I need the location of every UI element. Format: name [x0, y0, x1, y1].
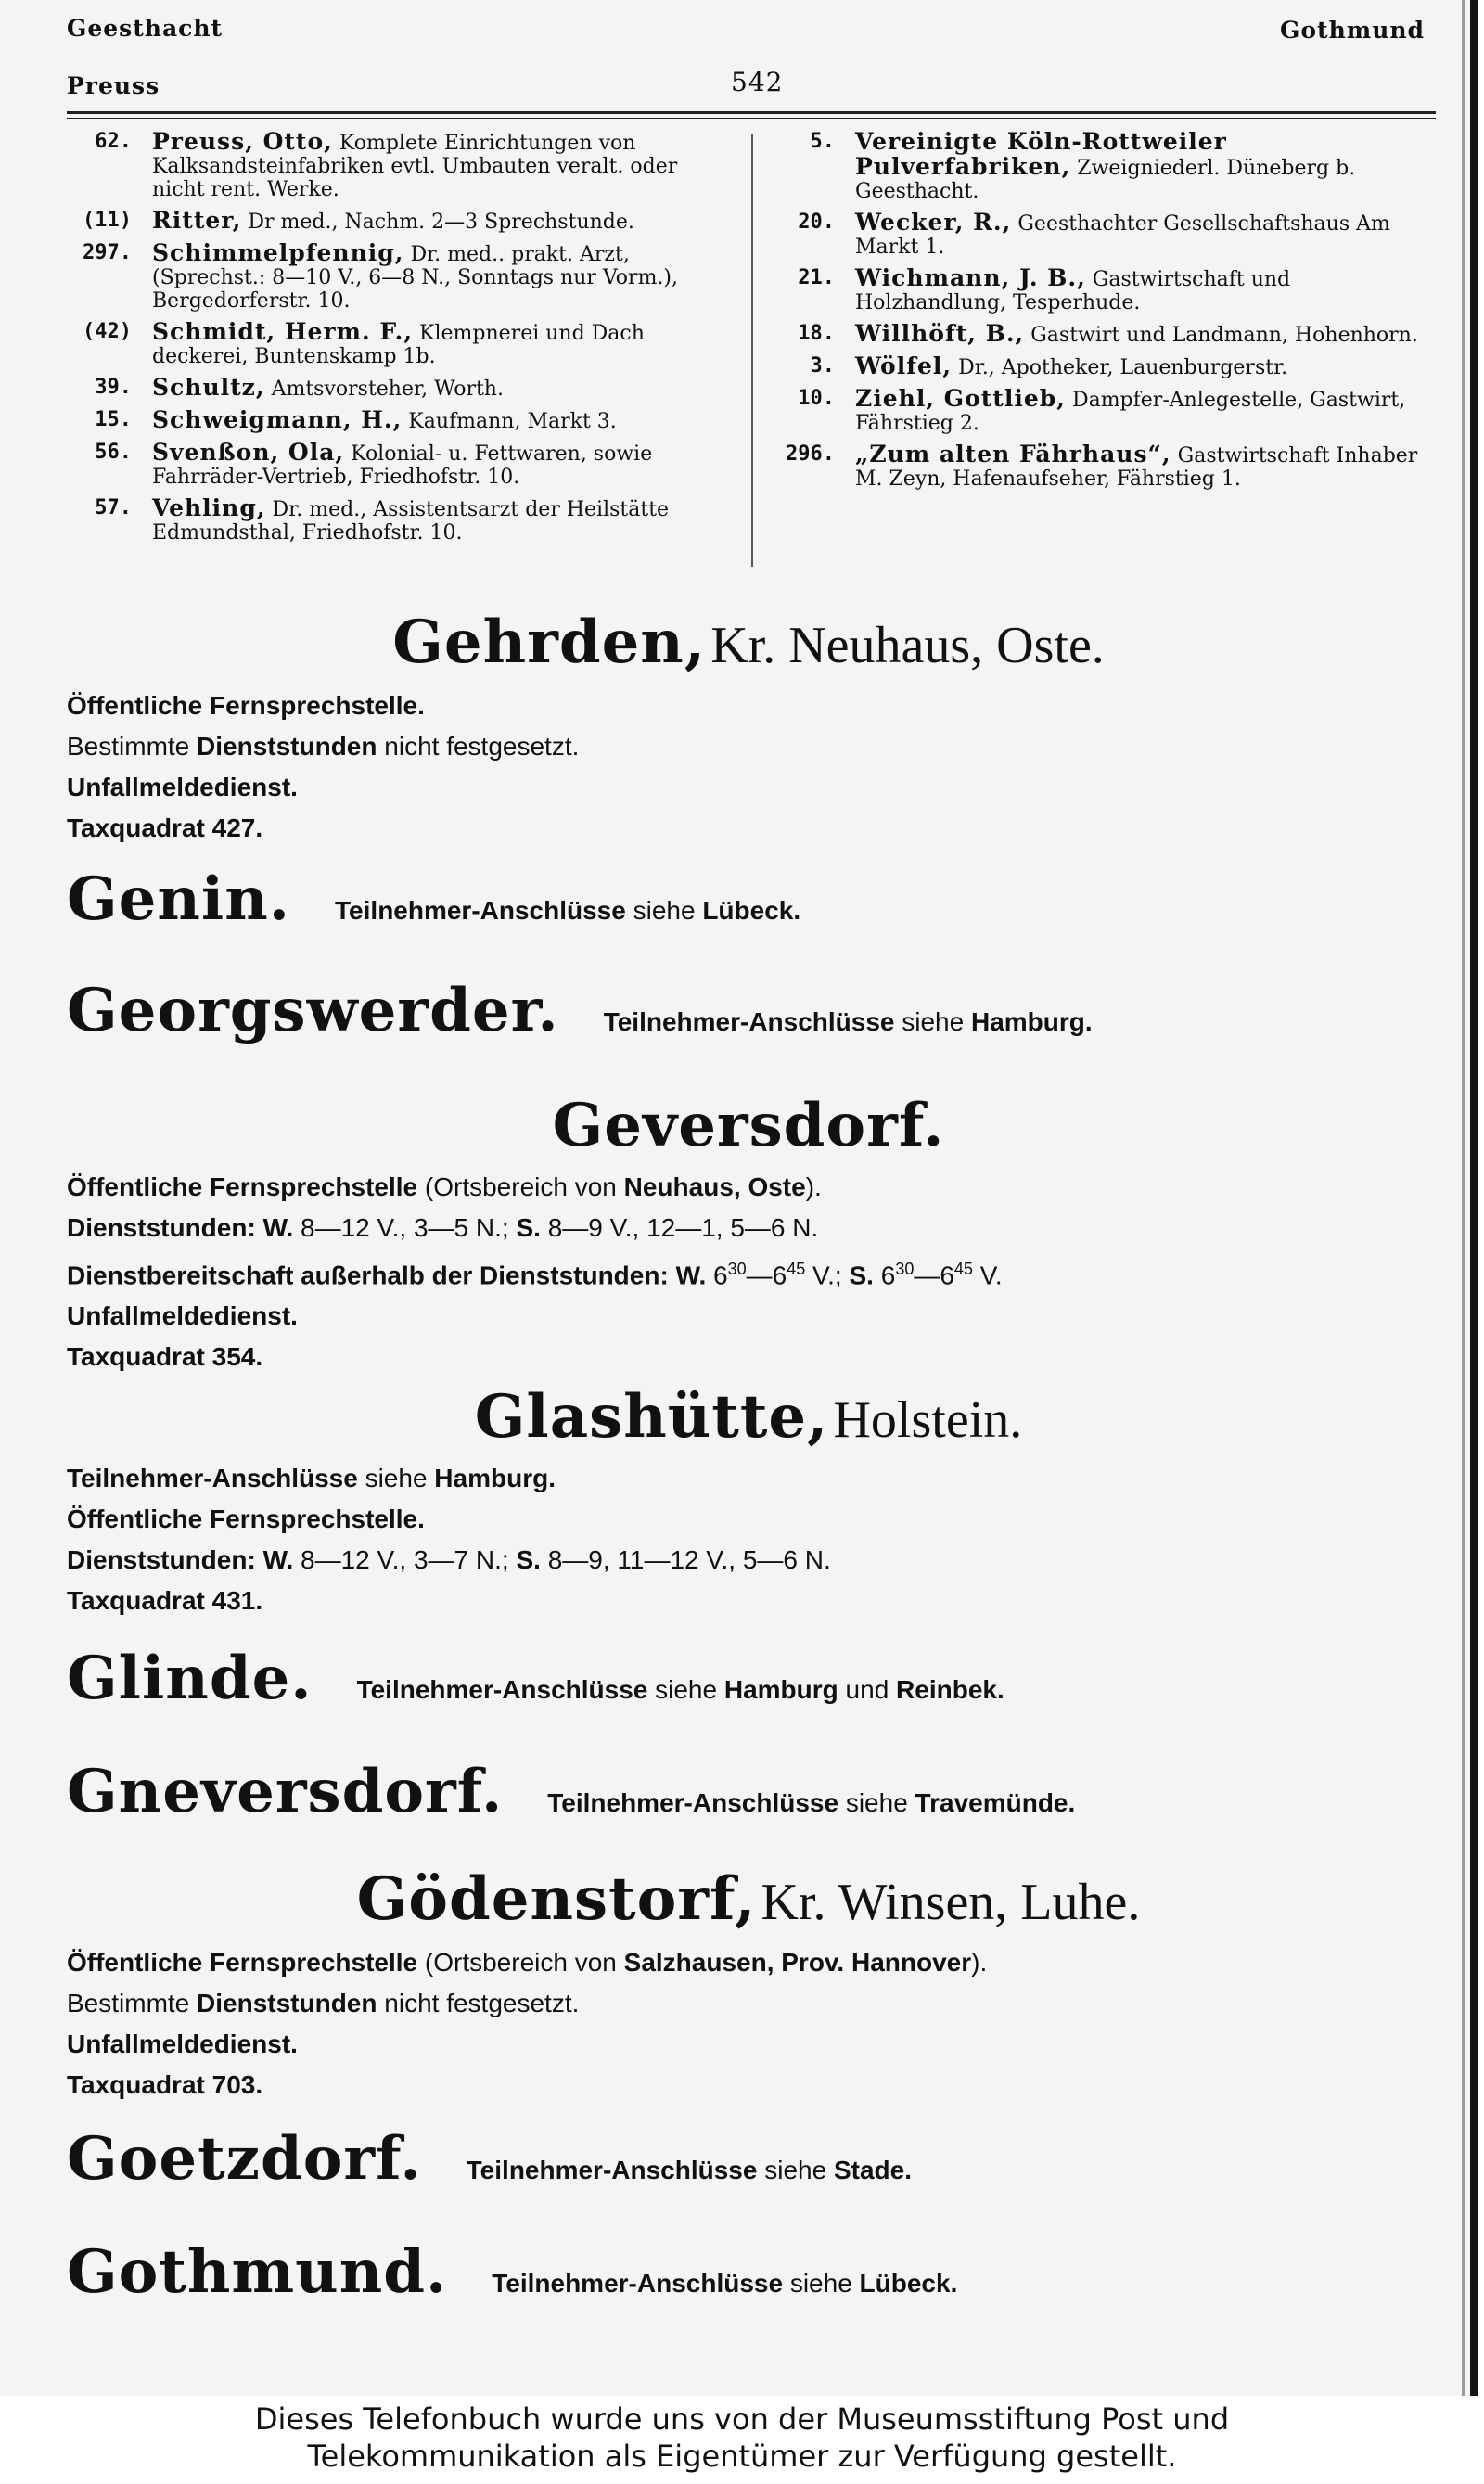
page-edge-line: [1462, 0, 1465, 2396]
cross-reference: Teilnehmer-Anschlüsse siehe Lübeck.: [335, 896, 801, 925]
header-rule: [67, 111, 1436, 114]
section-title: Glinde.: [67, 1644, 313, 1713]
info-line: Dienststunden: W. 8—12 V., 3—5 N.; S. 8—9 V., 12—1, 5—6 N.: [67, 1213, 819, 1242]
footer-line: Telekommunikation als Eigentümer zur Verfügung gestellt.: [307, 2439, 1177, 2474]
section-goetzdorf: [67, 2124, 1430, 2194]
list-item: 62. Preuss, Otto, Komplete Einrichtungen von Kalksandsteinfabriken evtl. Umbauten veralt. oder nicht rent. Werke.: [95, 128, 678, 201]
page-number: 542: [731, 67, 784, 97]
section-gneversdorf: [67, 1757, 1430, 1826]
section-goedenstorf: [67, 1864, 1430, 2106]
section-subtitle: Holstein.: [833, 1391, 1023, 1449]
info-line: Taxquadrat 354.: [67, 1342, 263, 1372]
list-item: 3. Wölfel, Dr., Apotheker, Lauenburgerstr.: [810, 352, 1288, 379]
info-line: Taxquadrat 703.: [67, 2070, 263, 2099]
footer-line: Dieses Telefonbuch wurde uns von der Museumsstiftung Post und: [254, 2401, 1230, 2437]
section-geversdorf: [67, 1091, 1430, 1377]
info-line: Unfallmeldedienst.: [67, 773, 298, 801]
info-line: Dienststunden: W. 8—12 V., 3—7 N.; S. 8—9, 11—12 V., 5—6 N.: [67, 1545, 831, 1574]
list-item: 57. Vehling, Dr. med., Assistentsarzt der Heilstätte Edmundsthal, Friedhofstr. 10.: [95, 494, 670, 544]
section-genin: [67, 864, 1430, 934]
info-line: Unfallmeldedienst.: [67, 2029, 298, 2058]
info-line: Bestimmte Dienststunden nicht festgesetzt.: [67, 732, 580, 761]
info-line: Öffentliche Fernsprechstelle (Ortsbereich von Salzhausen, Prov. Hannover).: [67, 1948, 988, 1977]
list-item: 5. Vereinigte Köln-Rottweiler Pulverfabriken, Zweigniederl. Düneberg b. Geesthacht.: [810, 128, 1356, 203]
page-edge: [1470, 0, 1478, 2396]
list-item: 10. Ziehl, Gottlieb, Dampfer-Anlegestelle, Gastwirt, Fährstieg 2.: [798, 385, 1406, 435]
list-item: (42) Schmidt, Herm. F., Klempnerei und Dach deckerei, Buntenskamp 1b.: [83, 318, 645, 368]
info-line: Öffentliche Fernsprechstelle.: [67, 1504, 425, 1533]
section-title: Gödenstorf,: [356, 1864, 757, 1934]
section-title: Genin.: [67, 864, 291, 934]
cross-reference: Teilnehmer-Anschlüsse siehe Lübeck.: [492, 2269, 958, 2298]
section-title: Goetzdorf.: [67, 2124, 422, 2194]
info-line: Öffentliche Fernsprechstelle.: [67, 691, 425, 720]
cross-reference: Teilnehmer-Anschlüsse siehe Hamburg und Reinbek.: [356, 1675, 1004, 1704]
section-title: Gneversdorf.: [67, 1757, 504, 1826]
list-item: 296. „Zum alten Fährhaus“, Gastwirtschaft Inhaber M. Zeyn, Hafenaufseher, Fährstieg 1.: [786, 441, 1418, 491]
list-item: 20. Wecker, R., Geesthachter Gesellschaftshaus Am Markt 1.: [798, 209, 1390, 259]
info-line: Unfallmeldedienst.: [67, 1301, 298, 1331]
info-line: Bestimmte Dienststunden nicht festgesetzt.: [67, 1989, 580, 2017]
header-left-top: Geesthacht: [67, 15, 224, 42]
section-georgswerder: [67, 976, 1430, 1045]
section-subtitle: Kr. Winsen, Luhe.: [761, 1874, 1141, 1931]
list-item: 56. Svenßon, Ola, Kolonial- u. Fettwaren, sowie Fahrräder-Vertrieb, Friedhofstr. 10.: [95, 439, 653, 489]
info-line: Teilnehmer-Anschlüsse siehe Hamburg.: [67, 1464, 556, 1492]
section-subtitle: Kr. Neuhaus, Oste.: [710, 617, 1105, 674]
left-column: [67, 130, 735, 552]
info-line: Öffentliche Fernsprechstelle (Ortsbereich von Neuhaus, Oste).: [67, 1172, 822, 1201]
section-title: Glashütte,: [474, 1382, 829, 1452]
section-gothmund: [67, 2237, 1430, 2307]
section-title: Gothmund.: [67, 2237, 448, 2307]
section-title: Geversdorf.: [552, 1091, 945, 1160]
section-title: Georgswerder.: [67, 976, 559, 1045]
info-line: Taxquadrat 427.: [67, 813, 263, 842]
ownership-footer: [0, 2396, 1484, 2484]
cross-reference: Teilnehmer-Anschlüsse siehe Stade.: [466, 2156, 912, 2184]
right-column: [770, 130, 1434, 498]
info-line: Taxquadrat 431.: [67, 1586, 263, 1615]
list-item: 39. Schultz, Amtsvorsteher, Worth.: [95, 374, 504, 401]
section-glashuette: [67, 1382, 1430, 1621]
column-divider: [751, 134, 753, 567]
list-item: 15. Schweigmann, H., Kaufmann, Markt 3.: [95, 406, 617, 433]
section-gehrden: [67, 608, 1430, 849]
info-line: Dienstbereitschaft außerhalb der Dienststunden: W. $6^{30}—6^{45}$ V.; S. $6^{30}—6^{45}$ V.: [67, 1260, 1003, 1290]
header-rule-thin: [67, 118, 1436, 119]
list-item: 18. Willhöft, B., Gastwirt und Landmann, Hohenhorn.: [798, 320, 1418, 347]
cross-reference: Teilnehmer-Anschlüsse siehe Travemünde.: [547, 1788, 1076, 1817]
list-item: 297. Schimmelpfennig, Dr. med.. prakt. Arzt, (Sprechst.: 8—10 V., 6—8 N., Sonntags nur Vorm.), Bergedorferstr. 10.: [83, 239, 678, 313]
header-right-top: Gothmund: [1280, 17, 1426, 44]
list-item: 21. Wichmann, J. B., Gastwirtschaft und Holzhandlung, Tesperhude.: [798, 264, 1291, 314]
section-title: Gehrden,: [392, 608, 707, 677]
section-glinde: [67, 1644, 1430, 1713]
header-left-bottom: Preuss: [67, 72, 160, 99]
list-item: (11) Ritter, Dr med., Nachm. 2—3 Sprechstunde.: [83, 207, 634, 234]
cross-reference: Teilnehmer-Anschlüsse siehe Hamburg.: [603, 1007, 1093, 1036]
